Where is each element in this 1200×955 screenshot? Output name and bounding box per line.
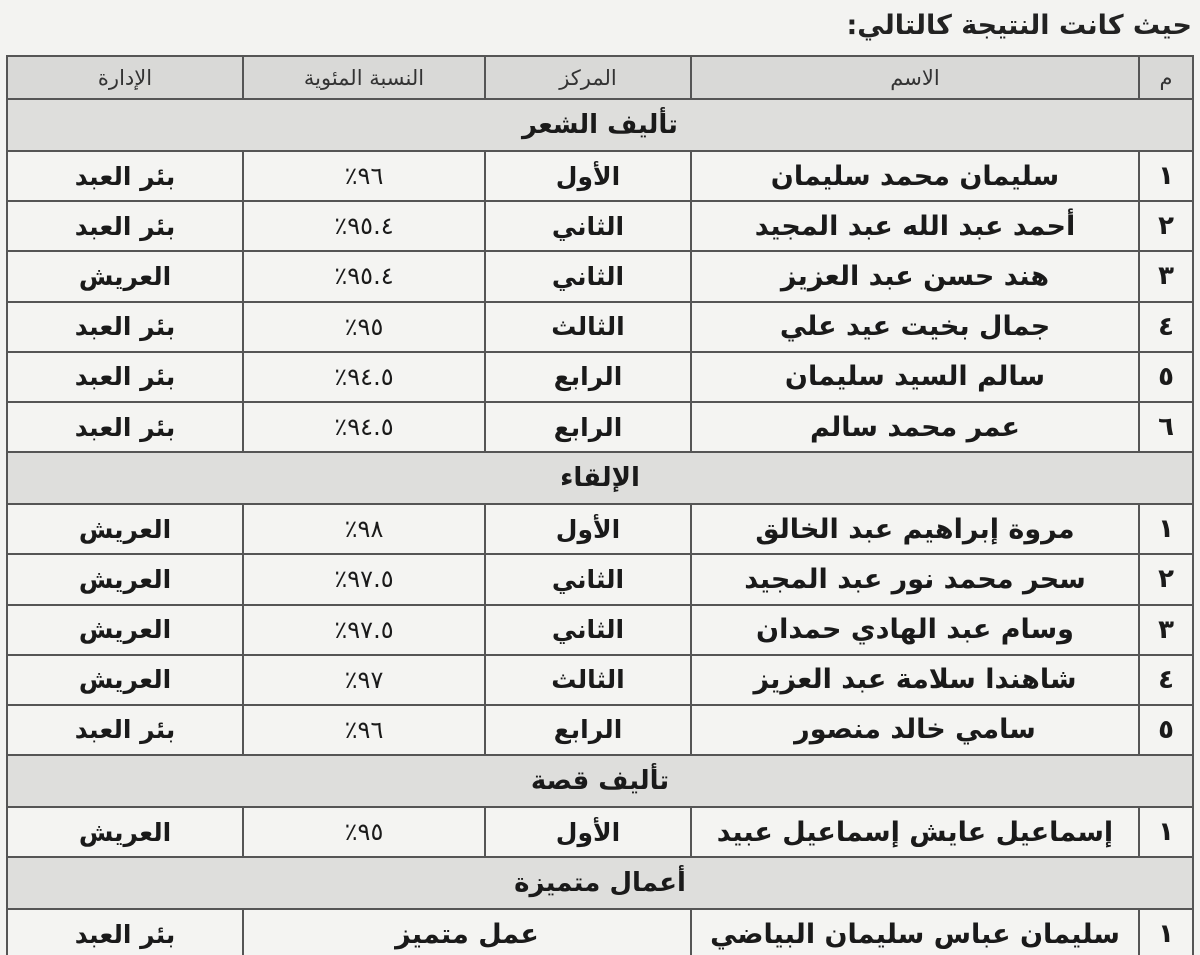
section-title: تأليف الشعر [7, 99, 1193, 151]
header-rank: المركز [485, 56, 691, 99]
row-name: وسام عبد الهادي حمدان [691, 605, 1139, 655]
intro-text: حيث كانت النتيجة كالتالي: [846, 10, 1192, 41]
table-row [7, 655, 1193, 705]
row-rank: الثالث [485, 302, 691, 352]
row-admin: العريش [7, 554, 243, 604]
row-percent: ٩٨٪ [243, 504, 485, 554]
row-percent: ٩٥٪ [243, 302, 485, 352]
table-row [7, 151, 1193, 201]
row-index: ٤ [1139, 655, 1193, 705]
row-percent: ٩٧.٥٪ [243, 605, 485, 655]
row-name: سامي خالد منصور [691, 705, 1139, 755]
row-percent: ٩٧.٥٪ [243, 554, 485, 604]
row-percent: ٩٦٪ [243, 705, 485, 755]
table-body [7, 99, 1193, 955]
table-row [7, 201, 1193, 251]
row-index: ١ [1139, 807, 1193, 857]
row-index: ١ [1139, 151, 1193, 201]
row-name: عمر محمد سالم [691, 402, 1139, 452]
row-name: أحمد عبد الله عبد المجيد [691, 201, 1139, 251]
row-admin: العريش [7, 605, 243, 655]
section-row [7, 755, 1193, 807]
row-index: ٢ [1139, 554, 1193, 604]
row-name: إسماعيل عايش إسماعيل عبيد [691, 807, 1139, 857]
header-percent: النسبة المئوية [243, 56, 485, 99]
results-table [6, 55, 1194, 955]
row-percent: ٩٥.٤٪ [243, 251, 485, 301]
row-rank: الأول [485, 151, 691, 201]
row-rank: الثالث [485, 655, 691, 705]
table-row [7, 352, 1193, 402]
row-rank: الرابع [485, 352, 691, 402]
row-percent: ٩٥٪ [243, 807, 485, 857]
row-percent: ٩٤.٥٪ [243, 402, 485, 452]
row-rank: الثاني [485, 605, 691, 655]
row-name: هند حسن عبد العزيز [691, 251, 1139, 301]
row-admin: العريش [7, 251, 243, 301]
row-admin: بئر العبد [7, 705, 243, 755]
row-name: سليمان عباس سليمان البياضي [691, 909, 1139, 955]
row-admin: بئر العبد [7, 151, 243, 201]
row-admin: العريش [7, 504, 243, 554]
table-header-row [7, 56, 1193, 99]
row-name: سالم السيد سليمان [691, 352, 1139, 402]
row-index: ١ [1139, 504, 1193, 554]
row-index: ٦ [1139, 402, 1193, 452]
row-rank: الرابع [485, 402, 691, 452]
row-admin: بئر العبد [7, 352, 243, 402]
section-row [7, 452, 1193, 504]
table-row [7, 251, 1193, 301]
row-index: ٣ [1139, 251, 1193, 301]
row-name: مروة إبراهيم عبد الخالق [691, 504, 1139, 554]
row-admin: بئر العبد [7, 302, 243, 352]
row-index: ٥ [1139, 352, 1193, 402]
row-percent: ٩٥.٤٪ [243, 201, 485, 251]
section-row [7, 99, 1193, 151]
table-row [7, 705, 1193, 755]
row-admin: بئر العبد [7, 909, 243, 955]
row-name: سحر محمد نور عبد المجيد [691, 554, 1139, 604]
row-name: شاهندا سلامة عبد العزيز [691, 655, 1139, 705]
row-admin: العريش [7, 655, 243, 705]
row-percent: ٩٤.٥٪ [243, 352, 485, 402]
row-index: ٤ [1139, 302, 1193, 352]
header-admin: الإدارة [7, 56, 243, 99]
row-admin: بئر العبد [7, 201, 243, 251]
section-title: تأليف قصة [7, 755, 1193, 807]
row-rank: الثاني [485, 251, 691, 301]
section-row [7, 857, 1193, 909]
table-row [7, 402, 1193, 452]
section-title: أعمال متميزة [7, 857, 1193, 909]
row-admin: بئر العبد [7, 402, 243, 452]
row-index: ٣ [1139, 605, 1193, 655]
row-rank: الثاني [485, 201, 691, 251]
table-row [7, 807, 1193, 857]
table-row [7, 504, 1193, 554]
header-name: الاسم [691, 56, 1139, 99]
row-merged-note: عمل متميز [243, 909, 691, 955]
table-row [7, 302, 1193, 352]
row-index: ٥ [1139, 705, 1193, 755]
row-index: ٢ [1139, 201, 1193, 251]
row-rank: الأول [485, 504, 691, 554]
row-percent: ٩٧٪ [243, 655, 485, 705]
row-rank: الرابع [485, 705, 691, 755]
header-index: م [1139, 56, 1193, 99]
row-index: ١ [1139, 909, 1193, 955]
row-name: سليمان محمد سليمان [691, 151, 1139, 201]
table-row [7, 605, 1193, 655]
table-row [7, 909, 1193, 955]
row-admin: العريش [7, 807, 243, 857]
row-name: جمال بخيت عيد علي [691, 302, 1139, 352]
section-title: الإلقاء [7, 452, 1193, 504]
table-row [7, 554, 1193, 604]
row-rank: الأول [485, 807, 691, 857]
row-rank: الثاني [485, 554, 691, 604]
row-percent: ٩٦٪ [243, 151, 485, 201]
